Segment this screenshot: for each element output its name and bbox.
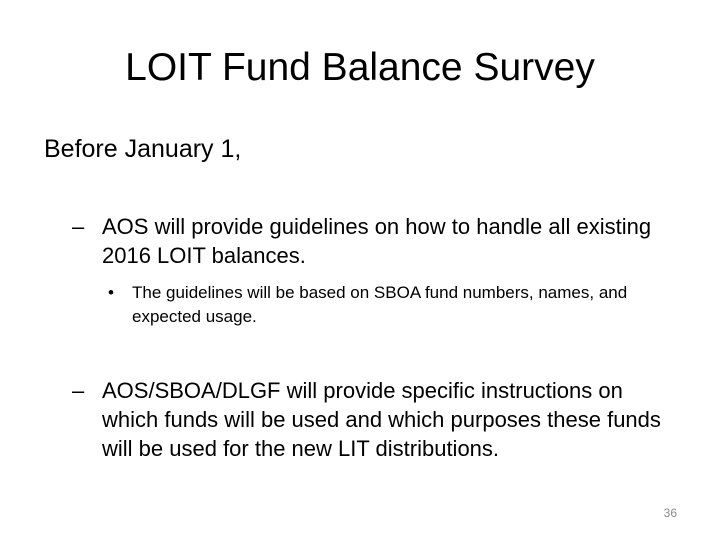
bullet-text: AOS will provide guidelines on how to handle all existing 2016 LOIT balances. xyxy=(102,214,652,268)
slide-title: LOIT Fund Balance Survey xyxy=(125,46,595,89)
bullet-dot-marker: • xyxy=(108,283,114,302)
bullet-item xyxy=(72,212,682,270)
sub-bullet-text: The guidelines will be based on SBOA fund numbers, names, and expected usage. xyxy=(132,283,628,326)
sub-bullet-item xyxy=(108,281,688,329)
lead-text: Before January 1, xyxy=(44,135,242,163)
dash-marker: – xyxy=(72,378,85,403)
bullet-text: AOS/SBOA/DLGF will provide specific instructions on which funds will be used and which purposes these funds will be used for the new LIT distributions. xyxy=(102,378,661,461)
bullet-item xyxy=(72,376,682,463)
dash-marker: – xyxy=(72,214,85,239)
page-number: 36 xyxy=(663,506,677,520)
